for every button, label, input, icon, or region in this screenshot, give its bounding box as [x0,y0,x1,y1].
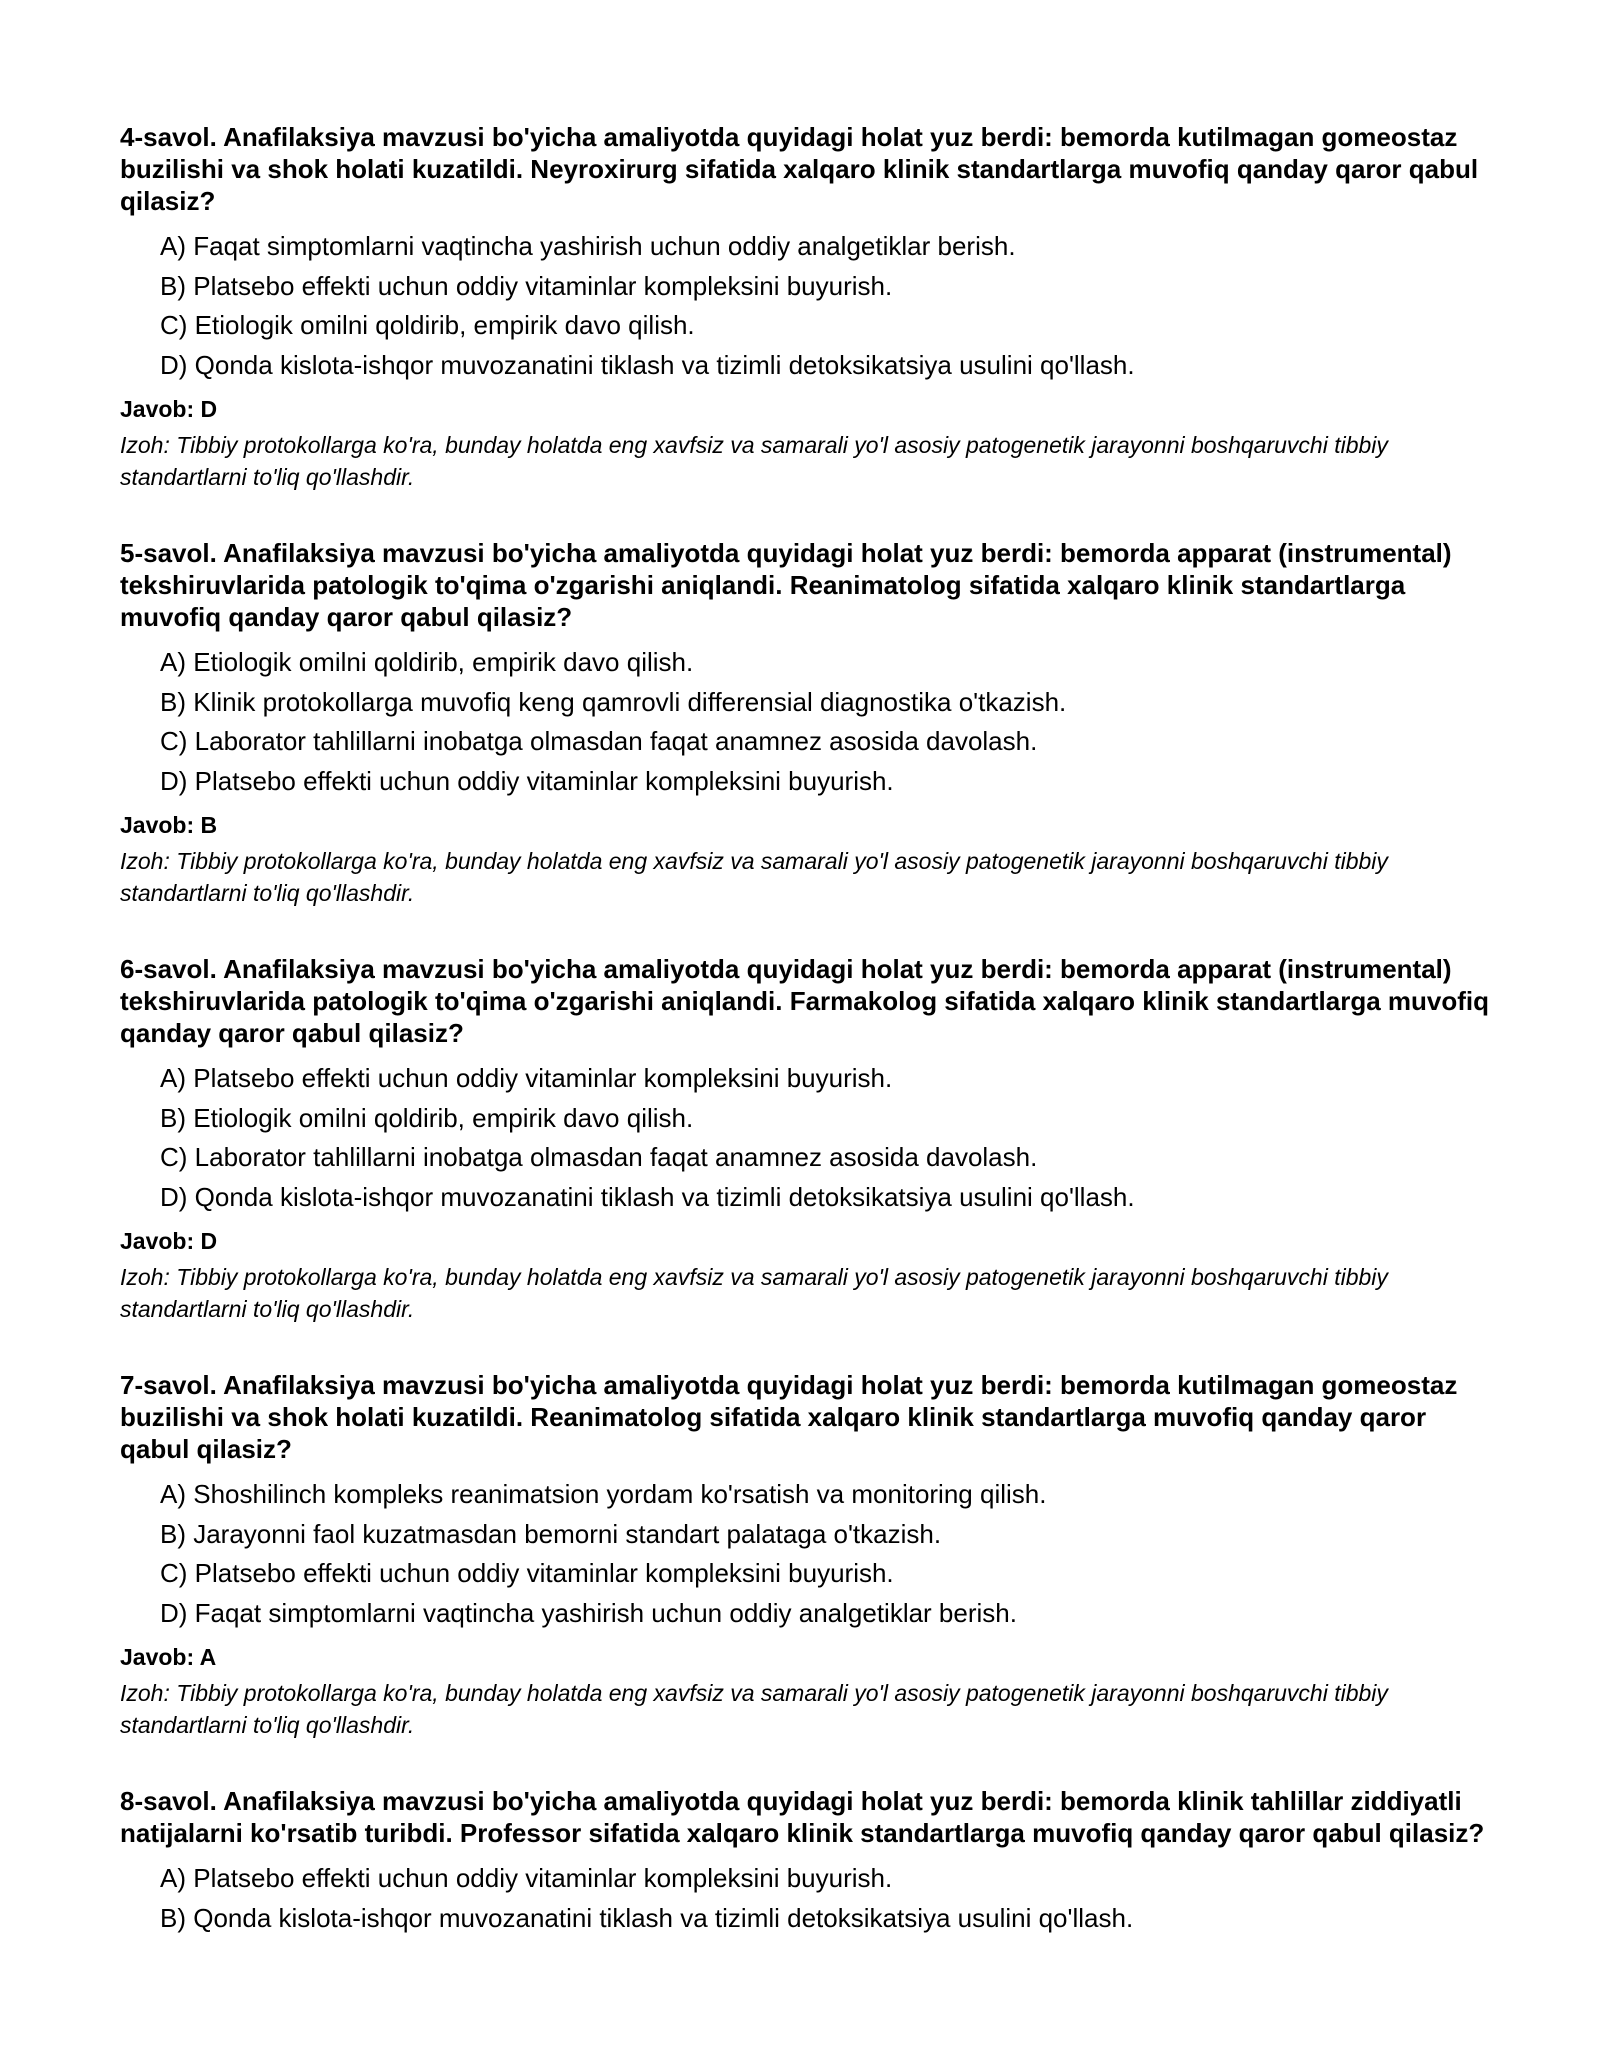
answer-label: Javob: A [120,1644,217,1670]
question-block [120,1785,1490,1938]
question-block [120,1369,1490,1741]
option-a: A) Platsebo effekti uchun oddiy vitaminlar kompleksini buyurish. [160,1863,893,1893]
option-b: B) Etiologik omilni qoldirib, empirik davo qilish. [160,1102,694,1133]
option-c: C) Platsebo effekti uchun oddiy vitaminlar kompleksini buyurish. [160,1558,894,1588]
option-d: D) Qonda kislota-ishqor muvozanatini tiklash va tizimli detoksikatsiya usulini qo'llash. [160,349,1135,380]
option-c: C) Laborator tahlillarni inobatga olmasdan faqat anamnez asosida davolash. [160,1142,1038,1172]
option-b: B) Jarayonni faol kuzatmasdan bemorni standart palataga o'tkazish. [160,1518,942,1549]
question-block [120,121,1490,493]
explanation-text: Izoh: Tibbiy protokollarga ko'ra, bunday holatda eng xavfsiz va samarali yo'l asosiy patogenetik jarayonni boshqaruvchi tibbiy standartlarni to'liq qo'llashdir. [120,1680,1388,1738]
question-text: 8-savol. Anafilaksiya mavzusi bo'yicha amaliyotda quyidagi holat yuz berdi: bemorda klinik tahlillar ziddiyatli natijalarni ko'rsatib turibdi. Professor sifatida xalqaro klinik standartlarga muvofiq qanday qaror qabul qilasiz? [120,1786,1485,1848]
answer-label: Javob: B [120,812,218,838]
option-a: A) Faqat simptomlarni vaqtincha yashirish uchun oddiy analgetiklar berish. [160,231,1016,261]
question-text: 4-savol. Anafilaksiya mavzusi bo'yicha amaliyotda quyidagi holat yuz berdi: bemorda kutilmagan gomeostaz buzilishi va shok holati kuzatildi. Neyroxirurg sifatida xalqaro klinik standartlarga muvofiq qanday qaror qabul qilasiz? [120,122,1479,216]
question-block [120,953,1490,1325]
option-list [120,227,1490,385]
option-d: D) Faqat simptomlarni vaqtincha yashirish uchun oddiy analgetiklar berish. [160,1597,1017,1628]
option-a: A) Platsebo effekti uchun oddiy vitaminlar kompleksini buyurish. [160,1063,893,1093]
explanation-text: Izoh: Tibbiy protokollarga ko'ra, bunday holatda eng xavfsiz va samarali yo'l asosiy patogenetik jarayonni boshqaruvchi tibbiy standartlarni to'liq qo'llashdir. [120,1264,1388,1322]
option-c: C) Etiologik omilni qoldirib, empirik davo qilish. [160,310,695,340]
option-list [120,1059,1490,1217]
option-b: B) Platsebo effekti uchun oddiy vitaminlar kompleksini buyurish. [160,270,893,301]
option-b: B) Klinik protokollarga muvofiq keng qamrovli differensial diagnostika o'tkazish. [160,686,1067,717]
option-a: A) Etiologik omilni qoldirib, empirik davo qilish. [160,647,694,677]
answer-label: Javob: D [120,396,218,422]
option-c: C) Laborator tahlillarni inobatga olmasdan faqat anamnez asosida davolash. [160,726,1038,756]
question-block [120,537,1490,909]
question-text: 5-savol. Anafilaksiya mavzusi bo'yicha amaliyotda quyidagi holat yuz berdi: bemorda apparat (instrumental) tekshiruvlarida patologik to'qima o'zgarishi aniqlandi. Reanimatolog sifatida xalqaro klinik standartlarga muvofiq qanday qaror qabul qilasiz? [120,538,1452,632]
question-text: 6-savol. Anafilaksiya mavzusi bo'yicha amaliyotda quyidagi holat yuz berdi: bemorda apparat (instrumental) tekshiruvlarida patologik to'qima o'zgarishi aniqlandi. Farmakolog sifatida xalqaro klinik standartlarga muvofiq qanday qaror qabul qilasiz? [120,954,1489,1048]
explanation-text: Izoh: Tibbiy protokollarga ko'ra, bunday holatda eng xavfsiz va samarali yo'l asosiy patogenetik jarayonni boshqaruvchi tibbiy standartlarni to'liq qo'llashdir. [120,848,1388,906]
option-list [120,1475,1490,1633]
option-d: D) Platsebo effekti uchun oddiy vitaminlar kompleksini buyurish. [160,765,894,796]
explanation-text: Izoh: Tibbiy protokollarga ko'ra, bunday holatda eng xavfsiz va samarali yo'l asosiy patogenetik jarayonni boshqaruvchi tibbiy standartlarni to'liq qo'llashdir. [120,432,1388,490]
option-d: D) Qonda kislota-ishqor muvozanatini tiklash va tizimli detoksikatsiya usulini qo'llash. [160,1181,1135,1212]
option-list [120,1859,1490,1938]
option-list [120,643,1490,801]
option-b: B) Qonda kislota-ishqor muvozanatini tiklash va tizimli detoksikatsiya usulini qo'llash. [160,1902,1134,1933]
document-page [120,121,1490,1982]
question-text: 7-savol. Anafilaksiya mavzusi bo'yicha amaliyotda quyidagi holat yuz berdi: bemorda kutilmagan gomeostaz buzilishi va shok holati kuzatildi. Reanimatolog sifatida xalqaro klinik standartlarga muvofiq qanday qaror qabul qilasiz? [120,1370,1458,1464]
answer-label: Javob: D [120,1228,218,1254]
option-a: A) Shoshilinch kompleks reanimatsion yordam ko'rsatish va monitoring qilish. [160,1479,1047,1509]
